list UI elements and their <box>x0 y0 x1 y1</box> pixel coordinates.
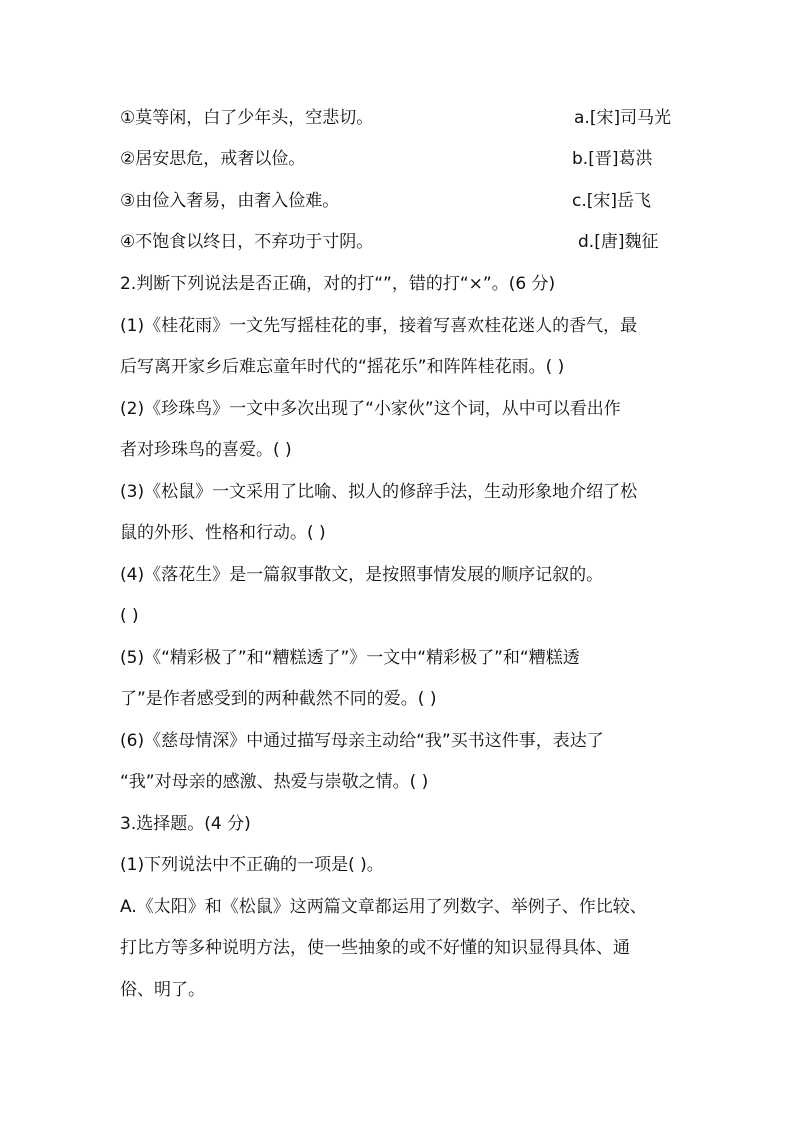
match-quote: ②居安思危，戒奢以俭。 <box>120 149 306 169</box>
q2-item-6-line-2: “我”对母亲的感激、热爱与崇敬之情。( ) <box>120 772 429 792</box>
q3-option-a-line-2: 打比方等多种说明方法，使一些抽象的或不好懂的知识显得具体、通 <box>120 938 630 958</box>
q3-heading: 3.选择题。(4 分) <box>120 814 251 834</box>
q2-item-2-line-1: (2)《珍珠鸟》一文中多次出现了“小家伙”这个词，从中可以看出作 <box>120 399 621 419</box>
q3-option-a-line-1: A.《太阳》和《松鼠》这两篇文章都运用了列数字、举例子、作比较、 <box>120 897 647 917</box>
match-author: a.[宋]司马光 <box>574 108 672 128</box>
match-author: d.[唐]魏征 <box>578 232 659 252</box>
q2-item-6-line-1: (6)《慈母情深》中通过描写母亲主动给“我”买书这件事，表达了 <box>120 731 604 751</box>
match-author: b.[晋]葛洪 <box>572 149 653 169</box>
q2-item-5-line-2: 了”是作者感受到的两种截然不同的爱。( ) <box>120 689 437 709</box>
q2-item-3-line-2: 鼠的外形、性格和行动。( ) <box>120 523 326 543</box>
q2-heading: 2.判断下列说法是否正确，对的打“”，错的打“×”。(6 分) <box>120 274 556 294</box>
match-author: c.[宋]岳飞 <box>572 191 652 211</box>
q2-item-1-line-1: (1)《桂花雨》一文先写摇桂花的事，接着写喜欢桂花迷人的香气，最 <box>120 316 638 336</box>
q2-item-2-line-2: 者对珍珠鸟的喜爱。( ) <box>120 440 292 460</box>
q2-item-5-line-1: (5)《“精彩极了”和“糟糕透了”》一文中“精彩极了”和“糟糕透 <box>120 648 580 668</box>
match-quote: ③由俭入奢易，由奢入俭难。 <box>120 191 340 211</box>
q3-sub1: (1)下列说法中不正确的一项是( )。 <box>120 855 384 875</box>
q2-item-4-line-2: ( ) <box>120 606 139 626</box>
q3-option-a-line-3: 俗、明了。 <box>120 980 205 1000</box>
match-quote: ①莫等闲，白了少年头，空悲切。 <box>120 108 374 128</box>
q2-item-1-line-2: 后写离开家乡后难忘童年时代的“摇花乐”和阵阵桂花雨。( ) <box>120 357 565 377</box>
match-quote: ④不饱食以终日，不弃功于寸阴。 <box>120 232 374 252</box>
q2-item-4-line-1: (4)《落花生》是一篇叙事散文，是按照事情发展的顺序记叙的。 <box>120 565 604 585</box>
q2-item-3-line-1: (3)《松鼠》一文采用了比喻、拟人的修辞手法，生动形象地介绍了松 <box>120 482 638 502</box>
